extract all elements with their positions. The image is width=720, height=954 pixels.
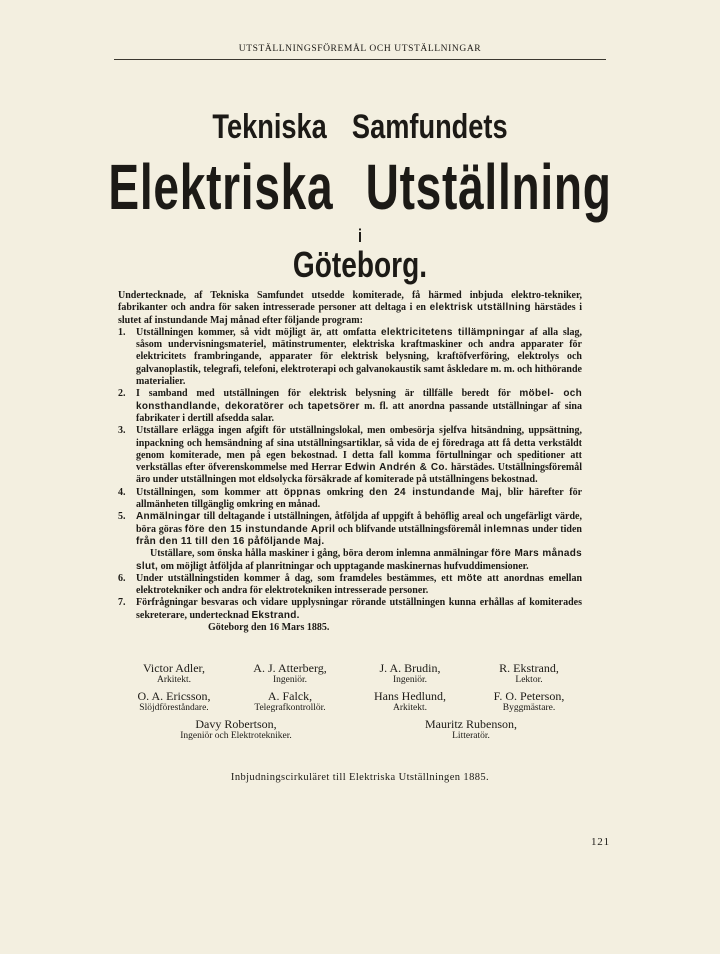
program-item-5-continued [118,548,582,573]
item-emphasis: elektricitetens tillämpningar [380,326,525,338]
item-emphasis: möbel- och konsthandlande, dekoratörer [136,388,582,412]
signatory-row [118,661,588,686]
item-text-run: Förfrågningar besvaras och vidare upplysningar rörande utställningen kunna erhållas af komiterades sekreterare, undertecknad [136,597,582,621]
item-text-run: Under utställningstiden kommer å dag, som framdeles bestämmes, ett [136,572,458,584]
item-emphasis: från den 11 till den 16 påföljande Maj. [136,535,325,547]
circular-body [118,290,582,634]
item-emphasis: möte [457,572,483,584]
program-item-4 [118,487,582,512]
item-emphasis: före Mars månads slut, [136,548,583,572]
item-number: 2. [118,388,126,400]
item-number: 5. [118,511,126,523]
signatory-title: Arkitekt. [156,675,192,685]
item-text [136,597,582,622]
signatory [354,717,588,742]
item-number: 7. [118,597,126,609]
title-line-3: i [357,226,362,246]
signatory-name: A. J. Atterberg, [253,661,327,675]
intro-text: härstädes i slutet af instundande Maj månad efter följande program: [118,302,582,326]
signatories [118,661,588,742]
signatory-title: Slöjdföreståndare. [139,703,209,713]
item-text [136,573,582,598]
signatory-name: Davy Robertson, [195,717,277,731]
figure-caption: Inbjudningscirkuläret till Elektriska Utställningen 1885. [230,772,490,783]
item-emphasis: Edwin Andrén & Co. [344,462,448,474]
program-item-7 [118,597,582,622]
signatory-title: Telegrafkontrollör. [254,703,326,713]
header-rule [114,59,606,60]
item-emphasis: öppnas [283,486,321,498]
item-text-run: af alla slag, såsom undervisningsmateriel, mätinstrumenter, elektriska kraftmaskiner och andra apparater för elektricitets frambringande, apparater för elektrisk belysning, kraftöfverföring, elektrolys och galvanoplastik, telegrafi, telefoni, elektroterapi och galvanokaustik samt åskledare m. m. och hithörande materialier. [136,326,582,388]
item-text-run: Utställningen, som kommer att [136,486,284,498]
item-number: 6. [118,572,126,584]
signatory-name: F. O. Peterson, [493,689,565,703]
signatory-row [118,717,588,742]
signatory-name: J. A. Brudin, [379,661,441,675]
item-emphasis: den 24 instundande Maj, [369,486,502,498]
signatory [470,689,588,714]
item-text-run: härstädes. Utställningsföremål äro under utställningen mot eldsolycka försäkrade af komiterade på utställningens bekostnad. [136,462,582,486]
intro-paragraph [118,290,582,327]
item-text-run: Utställningen kommer, så vidt möjligt är, att omfatta [136,326,381,338]
item-emphasis: Anmälningar [136,511,201,523]
item-emphasis: Ekstrand. [251,609,300,621]
title-line-2: Elektriska Utställning [108,151,612,223]
signatory [470,661,588,686]
item-emphasis: före den 15 instundande April [184,523,336,535]
signatory-row [118,689,588,714]
item-text-run: blir härefter för allmänheten tillgänglig omkring en månad. [136,486,583,511]
item-text-run: omkring [320,486,370,498]
signatory [118,717,354,742]
item-text-run: och [283,400,308,412]
item-number: 4. [118,486,126,498]
program-item-3 [118,425,582,486]
signatory-name: O. A. Ericsson, [137,689,211,703]
program-item-6 [118,573,582,598]
title-line-4: Göteborg. [292,244,428,285]
item-text [136,511,582,548]
item-emphasis: tapetsörer [307,400,360,412]
signatory [230,661,350,686]
signatory-title: Ingeniör och Elektrotekniker. [180,731,292,741]
signatory-name: Hans Hedlund, [374,689,446,703]
signatory [118,661,230,686]
signatory-title: Lektor. [515,675,543,685]
date-line: Göteborg den 16 Mars 1885. [208,622,330,634]
running-head: UTSTÄLLNINGSFÖREMÅL OCH UTSTÄLLNINGAR [238,44,482,54]
signatory-title: Litteratör. [452,731,490,741]
signatory-title: Ingeniör. [392,675,428,685]
signatory [350,689,470,714]
program-item-1 [118,327,582,388]
item-text-run: I samband med utställningen för elektrisk belysning är tillfälle beredt för [136,388,520,400]
signatory [118,689,230,714]
item-text-run: under tiden [529,523,582,535]
intro-text: Undertecknade, af Tekniska Samfundet utsedde komiterade, få härmed inbjuda elektro-tekniker, fabrikanter och andra för saken intresserade personer att deltaga i en [118,290,582,314]
item-text [136,487,582,512]
item-text-run: Utställare, som önska hålla maskiner i gång, böra derom inlemna anmälningar [150,548,492,560]
intro-emphasis: elektrisk utställning [429,302,531,314]
signatory [350,661,470,686]
item-number: 3. [118,425,126,437]
item-text [136,425,582,486]
item-text-run: att anordnas emellan elektroteknikеr och andra för elektrotekniken intresserade personer. [136,572,582,597]
signatory-name: A. Falck, [267,689,313,703]
signatory-name: Victor Adler, [142,661,206,675]
item-text-run: till deltagande i utställningen, åtföljda af uppgift å behöflig areal och ungefärligt värde, böra göras [136,511,582,535]
page-number: 121 [591,836,610,848]
item-text-run: om möjligt åtföljda af planritningar och upptagande maskinernas hufvuddimensioner. [158,560,529,572]
program-item-5 [118,511,582,548]
program-item-2 [118,388,582,425]
signatory-title: Byggmästare. [502,703,556,713]
item-text [136,327,582,388]
item-text-run: och blifvande utställningsföremål [335,523,484,535]
item-emphasis: inlemnas [483,523,530,535]
signatory-name: Mauritz Rubenson, [425,717,517,731]
signatory-title: Arkitekt. [392,703,428,713]
signatory-title: Ingeniör. [272,675,308,685]
item-number: 1. [118,326,126,338]
signatory [230,689,350,714]
signatory-name: R. Ekstrand, [499,661,559,675]
title-line-1: Tekniska Samfundets [212,108,508,146]
item-text-run: m. fl. att anordna passande utställningar af sina fabrikater i dertill afsedda salar. [136,400,582,424]
item-text [136,388,582,425]
item-text-run: Utställare erlägga ingen afgift för utställningslokal, men ombesörja sjelfva hitsändning, uppsättning, inpackning och hemsändning af sina utställningsartiklar, så vida de ej föredraga att få detta verkstäldt genom komiteradе, men på egen bekostnad. I detta fall komma förtullningar och speditioner att verkställas efter öfverenskommelse med Herrar [136,425,582,474]
